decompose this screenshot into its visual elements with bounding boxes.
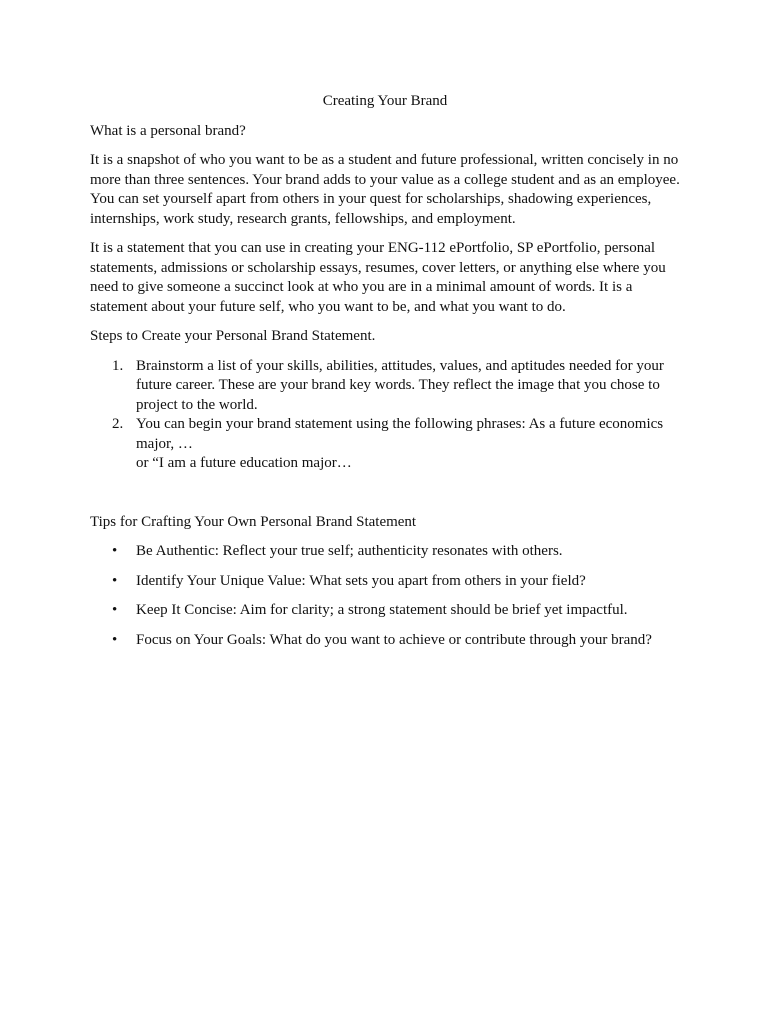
tip-item — [90, 601, 680, 621]
steps-heading: Steps to Create your Personal Brand Statement. — [90, 328, 376, 344]
step-text: Brainstorm a list of your skills, abilities, attitudes, values, and aptitudes needed for your future career. These are your brand key words. They reflect the image that you chose to project to the world. — [136, 357, 664, 413]
tip-text: Focus on Your Goals: What do you want to achieve or contribute through your brand? — [136, 631, 652, 648]
document-page — [90, 92, 680, 660]
step-number: 1. — [112, 357, 124, 374]
steps-list — [90, 357, 680, 474]
tips-heading: Tips for Crafting Your Own Personal Brand Statement — [90, 513, 417, 530]
bullet-icon: • — [112, 602, 118, 618]
tips-list — [90, 542, 680, 650]
bullet-icon: • — [112, 543, 118, 559]
paragraph-usage: It is a statement that you can use in creating your ENG-112 ePortfolio, SP ePortfolio, personal statements, admissions or scholarship essays, resumes, cover letters, or anything else where you need to give someone a succinct look at who you are in a minimal amount of words. It is a statement about your future self, who you want to be, and what you want to do. — [90, 240, 666, 315]
tip-item — [90, 631, 680, 651]
document-title: Creating Your Brand — [322, 93, 448, 109]
bullet-icon: • — [112, 631, 118, 648]
step-item — [90, 415, 680, 474]
paragraph-definition: It is a snapshot of who you want to be as a student and future professional, written concisely in no more than three sentences. Your brand adds to your value as a college student and as an employee. You can set yourself apart from others in your quest for scholarships, shadowing experiences, internships, work study, research grants, fellowships, and employment. — [90, 152, 680, 227]
vertical-spacer — [90, 474, 680, 513]
tip-text: Keep It Concise: Aim for clarity; a strong statement should be brief yet impactful. — [136, 602, 628, 618]
step-text: You can begin your brand statement using the following phrases: As a future economics major, … — [136, 416, 664, 452]
tip-text: Be Authentic: Reflect your true self; authenticity resonates with others. — [136, 543, 563, 559]
step-number: 2. — [112, 416, 124, 432]
tip-item — [90, 542, 680, 562]
tip-item — [90, 572, 680, 592]
question-heading: What is a personal brand? — [90, 122, 246, 139]
bullet-icon: • — [112, 572, 118, 589]
tip-text: Identify Your Unique Value: What sets you apart from others in your field? — [136, 572, 586, 589]
step-item — [90, 357, 680, 416]
step-text-continuation: or “I am a future education major… — [136, 455, 352, 471]
